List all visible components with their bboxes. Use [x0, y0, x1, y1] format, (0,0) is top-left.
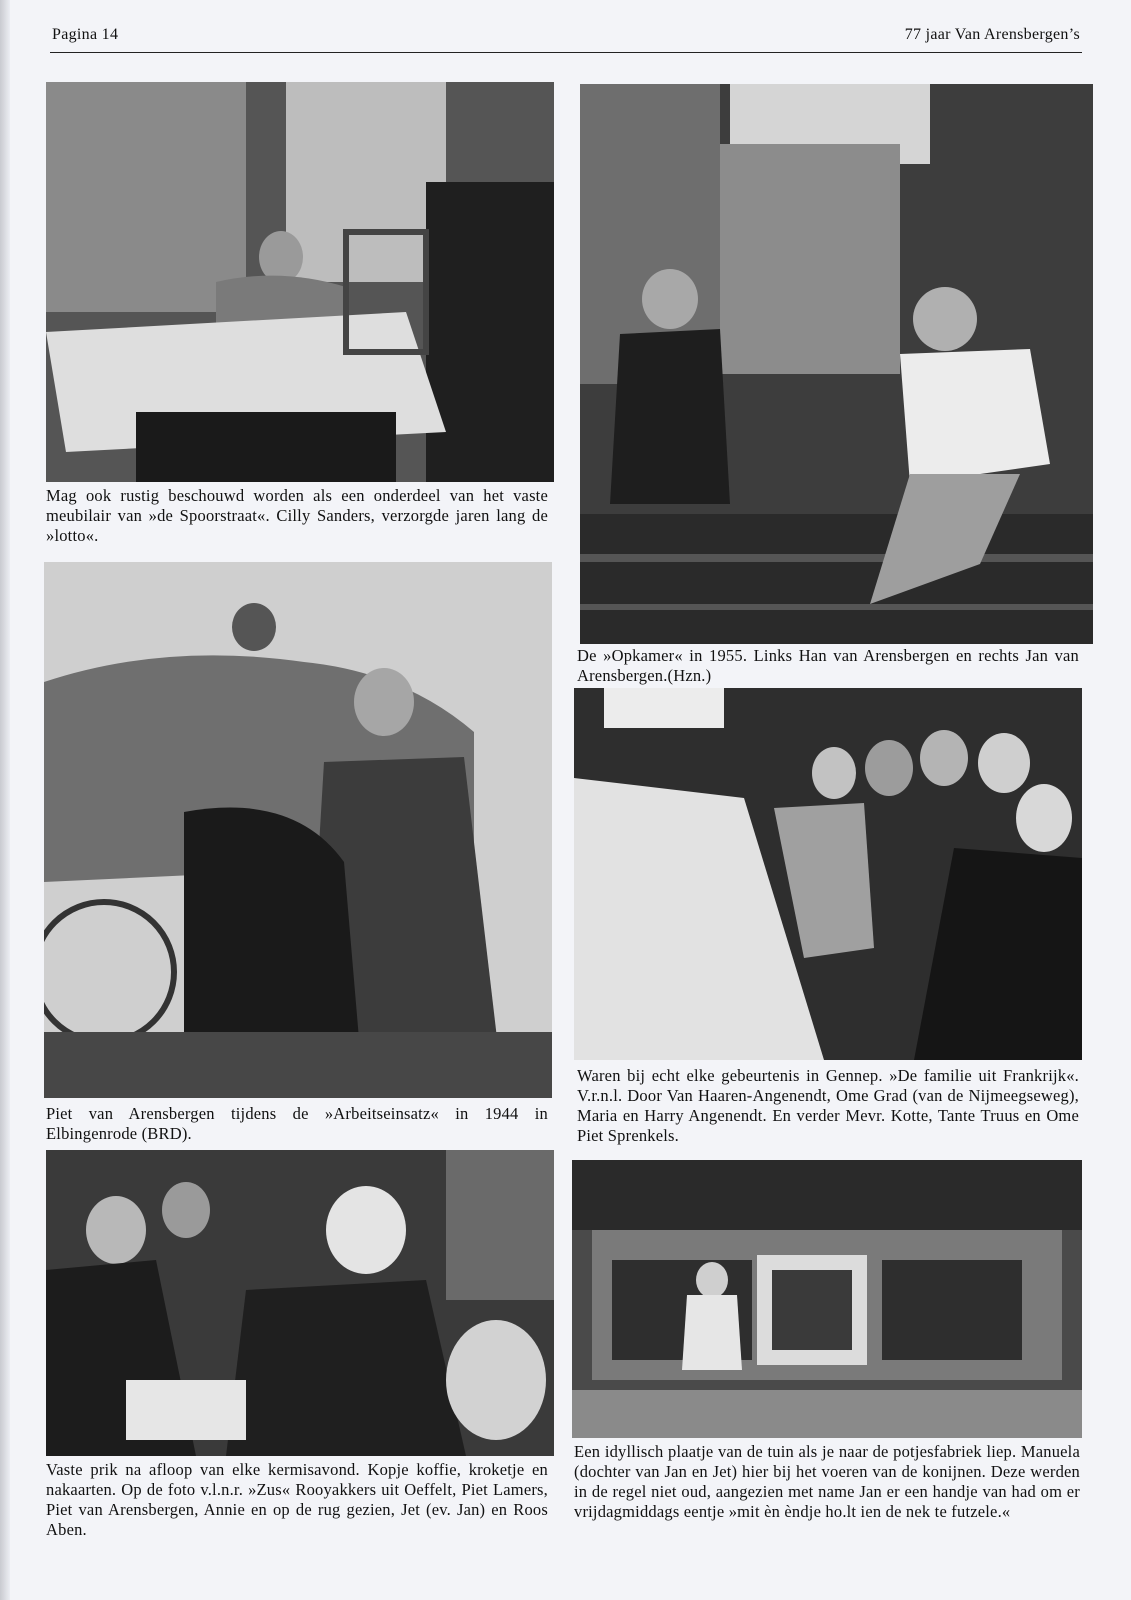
- photo-cilly-sanders: [46, 82, 554, 482]
- caption-konijnen-tuin: Een idyllisch plaatje van de tuin als je naar de potjesfabriek liep. Manuela (dochter van Jan en Jet) hier bij het voeren van de konijnen. Deze werden in de regel niet oud, aangezien met name Jan er een handje van had om er vrijdagmiddags eentje »mit èn èndje ho.lt ien de nek te futzele.«: [574, 1442, 1080, 1521]
- photo-arbeitseinsatz-1944: [44, 562, 552, 1098]
- photo-kermisavond: [46, 1150, 554, 1456]
- caption-opkamer-1955: De »Opkamer« in 1955. Links Han van Arensbergen en rechts Jan van Arensbergen.(Hzn.): [577, 646, 1079, 685]
- page-number: Pagina 14: [52, 26, 119, 43]
- caption-familie-uit-frankrijk: Waren bij echt elke gebeurtenis in Gennep. »De familie uit Frankrijk«. V.r.n.l. Door Van Haaren-Angenendt, Ome Grad (van de Nijmeegseweg), Maria en Harry Angenendt. En verder Mevr. Kotte, Tante Truus en Ome Piet Sprenkels.: [577, 1066, 1079, 1145]
- photo-opkamer-1955: [580, 84, 1093, 644]
- photo-konijnen-tuin: [572, 1160, 1082, 1438]
- caption-kermisavond: Vaste prik na afloop van elke kermisavond. Kopje koffie, kroketje en nakaarten. Op de foto v.l.n.r. »Zus« Rooyakkers uit Oeffelt, Piet Lamers, Piet van Arensbergen, Annie en op de rug gezien, Jet (ev. Jan) en Roos Aben.: [46, 1460, 548, 1539]
- caption-arbeitseinsatz-1944: Piet van Arensbergen tijdens de »Arbeitseinsatz« in 1944 in Elbingenrode (BRD).: [46, 1104, 548, 1143]
- caption-cilly-sanders: Mag ook rustig beschouwd worden als een onderdeel van het vaste meubilair van »de Spoorstraat«. Cilly Sanders, verzorgde jaren lang de »lotto«.: [46, 486, 548, 545]
- page-header: [50, 24, 1082, 53]
- publication-title: 77 jaar Van Arensbergen’s: [904, 26, 1080, 43]
- page-edge-shadow: [0, 0, 10, 1600]
- photo-familie-uit-frankrijk: [574, 688, 1082, 1060]
